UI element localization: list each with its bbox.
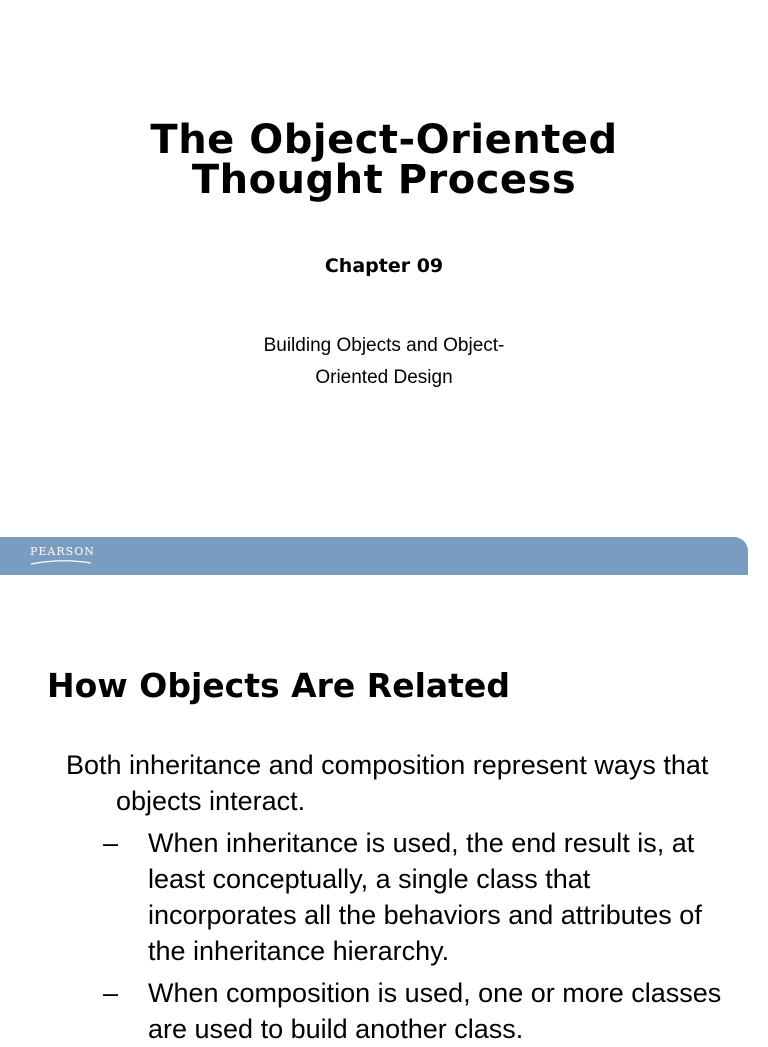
bullet-text: When inheritance is used, the end result is, at least conceptually, a single class that incorporates all the behaviors and attributes of the inheritance hierarchy. (148, 828, 702, 966)
slide-body (66, 747, 746, 1047)
chapter-label: Chapter 09 (324, 255, 444, 277)
bullet-item (66, 975, 746, 1047)
title-line-2: Thought Process (191, 157, 577, 203)
slide-subtitle (0, 330, 768, 394)
bullet-item (66, 825, 746, 969)
bullet-dash: – (103, 978, 119, 1008)
subtitle-line-1: Building Objects and Object- (263, 335, 505, 356)
bullet-text: When composition is used, one or more classes are used to build another class. (148, 978, 722, 1044)
slide-heading: How Objects Are Related (47, 666, 510, 705)
footer-band (0, 537, 748, 575)
slide-title (0, 117, 768, 203)
content-slide (0, 600, 768, 1044)
intro-paragraph: Both inheritance and composition represent ways that objects interact. (66, 750, 709, 816)
title-line-1: The Object-Oriented (150, 117, 618, 163)
pearson-logo: PEARSON (30, 545, 95, 558)
bullet-dash: – (103, 828, 119, 858)
subtitle-line-2: Oriented Design (315, 367, 453, 388)
pearson-swoosh-icon (30, 559, 92, 565)
